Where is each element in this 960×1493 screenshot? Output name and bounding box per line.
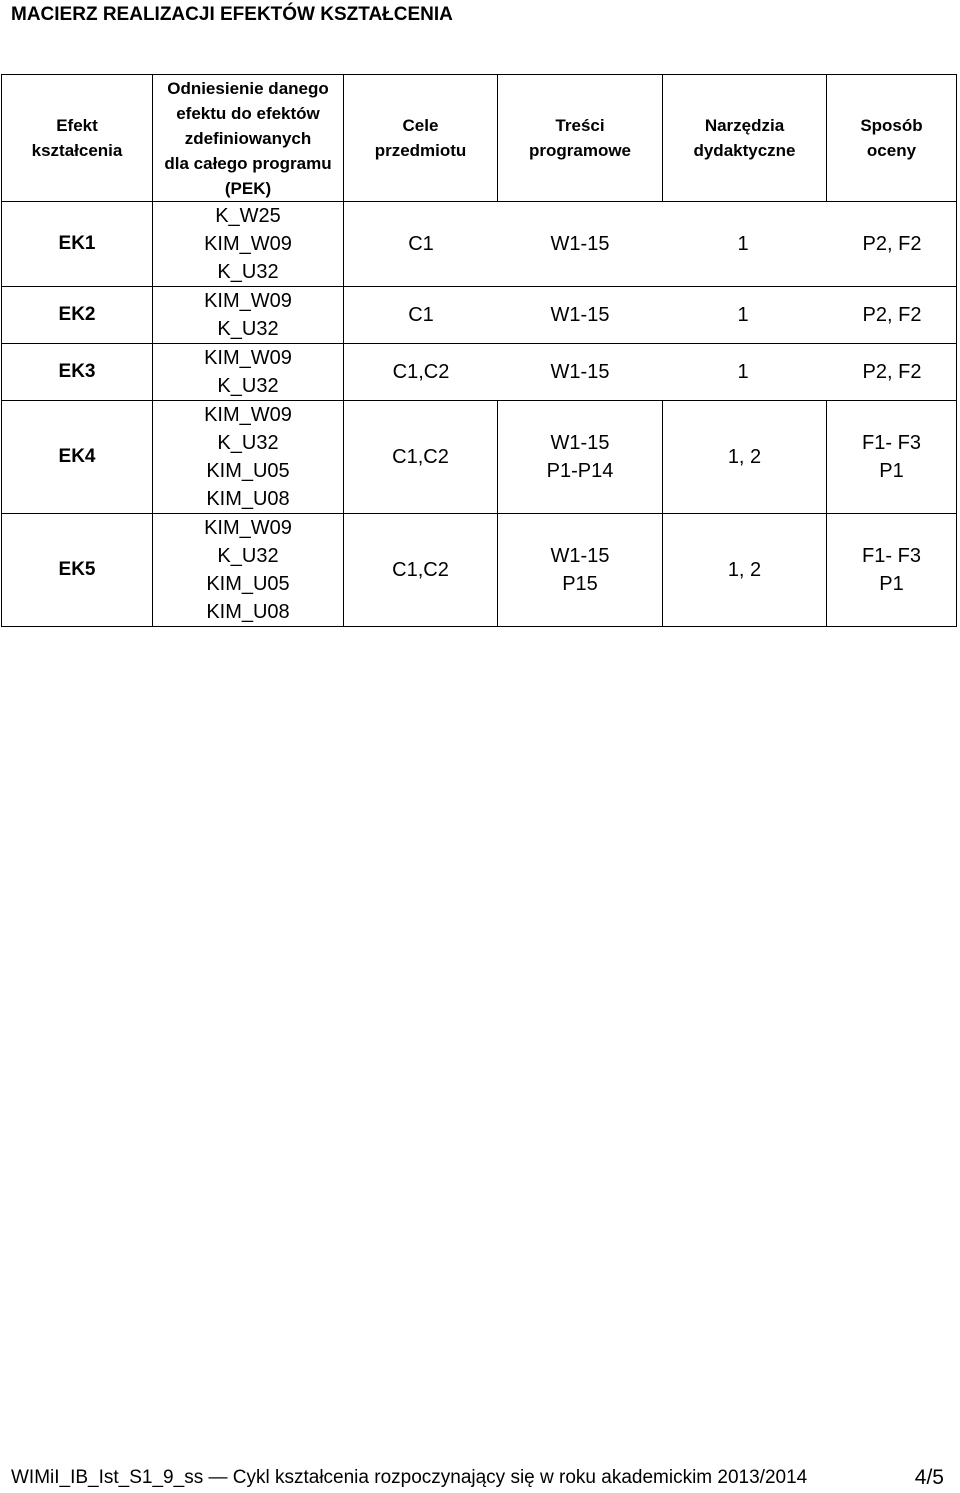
page-number: 4/5 bbox=[914, 1466, 944, 1489]
header-row bbox=[2, 75, 957, 202]
ek-code: EK2 bbox=[2, 287, 153, 344]
tresci-value: W1-15 bbox=[550, 361, 610, 383]
header-cele: Cele przedmiotu bbox=[344, 75, 498, 202]
merged-values-cell bbox=[344, 202, 957, 287]
narzedzia-value: 1 bbox=[737, 233, 749, 255]
narzedzia-cell: 1, 2 bbox=[663, 514, 827, 627]
cele-value: C1 bbox=[408, 233, 434, 255]
pek-cell: KIM_W09 K_U32 bbox=[153, 287, 344, 344]
merged-values-cell bbox=[344, 287, 957, 344]
header-narzedzia: Narzędzia dydaktyczne bbox=[663, 75, 827, 202]
pek-cell: KIM_W09 K_U32 bbox=[153, 344, 344, 401]
header-tresci: Treści programowe bbox=[498, 75, 663, 202]
table-row bbox=[2, 514, 957, 627]
cele-value: C1 bbox=[408, 304, 434, 326]
narzedzia-cell: 1, 2 bbox=[663, 401, 827, 514]
footer-text: WIMiI_IB_Ist_S1_9_ss — Cykl kształcenia rozpoczynający się w roku akademickim 2013/2014 bbox=[11, 1467, 808, 1488]
cele-cell: C1,C2 bbox=[344, 401, 498, 514]
merged-values-cell bbox=[344, 344, 957, 401]
table-row bbox=[2, 202, 957, 287]
sposob-value: P2, F2 bbox=[862, 233, 922, 255]
table-row bbox=[2, 287, 957, 344]
ek-code: EK3 bbox=[2, 344, 153, 401]
tresci-cell: W1-15 P1-P14 bbox=[498, 401, 663, 514]
effects-matrix-table bbox=[1, 74, 957, 627]
sposob-cell: F1- F3 P1 bbox=[827, 401, 957, 514]
header-sposob: Sposób oceny bbox=[827, 75, 957, 202]
ek-code: EK4 bbox=[2, 401, 153, 514]
cele-value: C1,C2 bbox=[392, 361, 450, 383]
tresci-value: W1-15 bbox=[550, 233, 610, 255]
sposob-cell: F1- F3 P1 bbox=[827, 514, 957, 627]
pek-cell: K_W25 KIM_W09 K_U32 bbox=[153, 202, 344, 287]
tresci-cell: W1-15 P15 bbox=[498, 514, 663, 627]
pek-cell: KIM_W09 K_U32 KIM_U05 KIM_U08 bbox=[153, 514, 344, 627]
page-title: MACIERZ REALIZACJI EFEKTÓW KSZTAŁCENIA bbox=[11, 4, 453, 25]
cele-cell: C1,C2 bbox=[344, 514, 498, 627]
narzedzia-value: 1 bbox=[737, 361, 749, 383]
table-row bbox=[2, 401, 957, 514]
header-ek: Efekt kształcenia bbox=[2, 75, 153, 202]
pek-cell: KIM_W09 K_U32 KIM_U05 KIM_U08 bbox=[153, 401, 344, 514]
sposob-value: P2, F2 bbox=[862, 304, 922, 326]
tresci-value: W1-15 bbox=[550, 304, 610, 326]
sposob-value: P2, F2 bbox=[862, 361, 922, 383]
ek-code: EK5 bbox=[2, 514, 153, 627]
narzedzia-value: 1 bbox=[737, 304, 749, 326]
header-pek: Odniesienie danego efektu do efektów zdefiniowanych dla całego programu (PEK) bbox=[153, 75, 344, 202]
table-row bbox=[2, 344, 957, 401]
ek-code: EK1 bbox=[2, 202, 153, 287]
